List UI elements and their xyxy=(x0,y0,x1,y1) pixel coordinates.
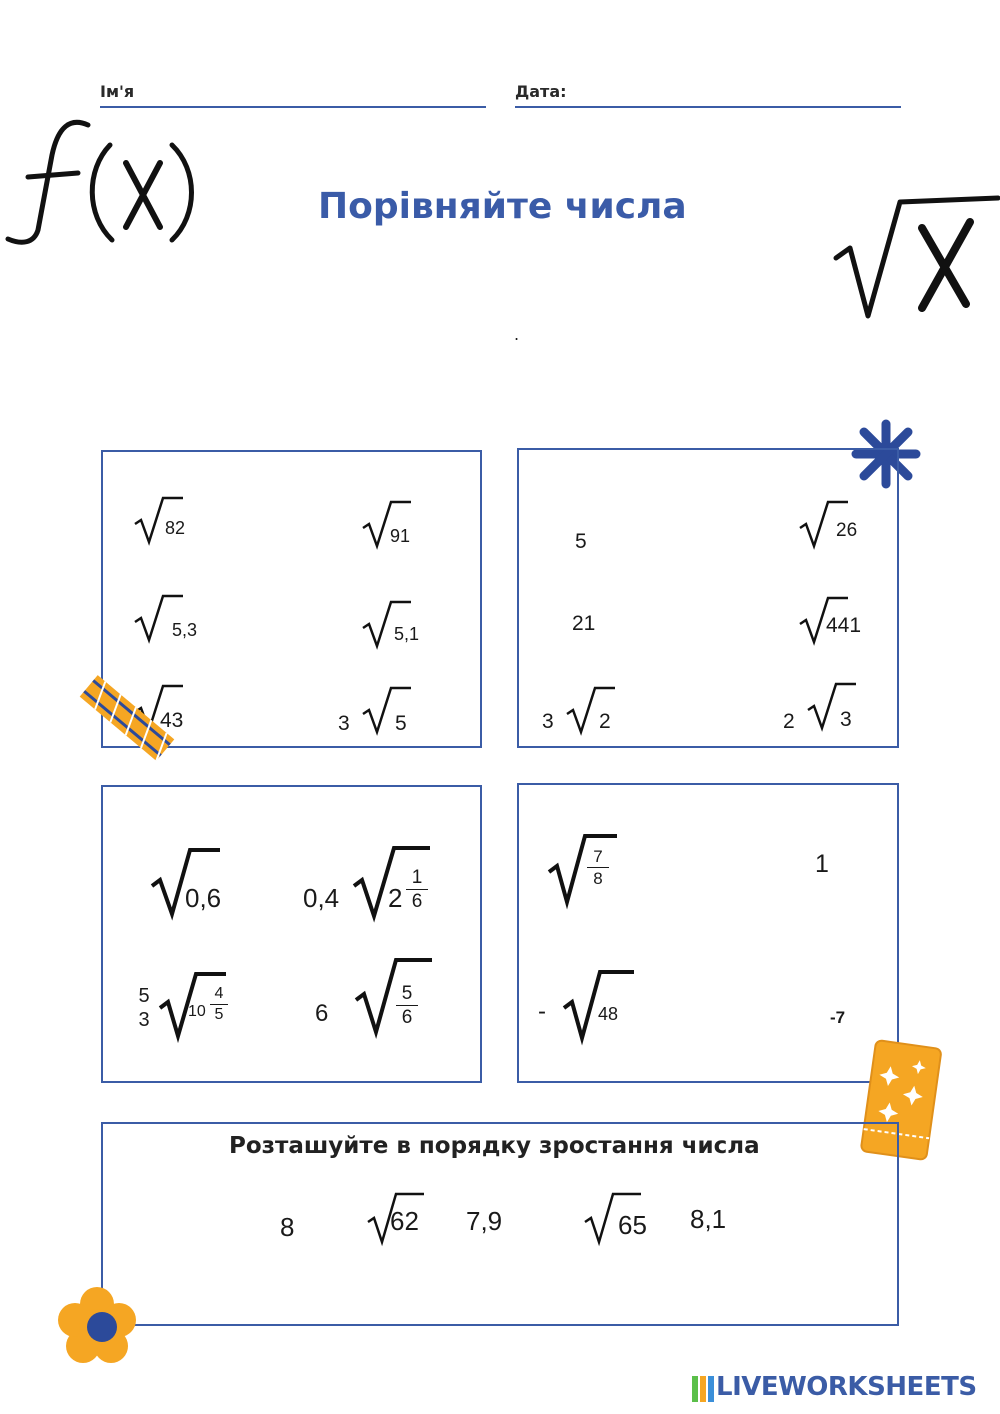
order-n4[interactable]: 65 xyxy=(618,1210,647,1240)
fraction-numerator: 7 xyxy=(593,847,603,866)
box3-r2-right-coef[interactable]: 6 xyxy=(315,1000,329,1027)
order-n3[interactable]: 7,9 xyxy=(466,1206,503,1236)
fraction-numerator: 5 xyxy=(138,985,150,1007)
fraction-denominator: 8 xyxy=(587,867,609,887)
date-label: Дата: xyxy=(515,82,567,101)
box3-r1-left[interactable]: 0,6 xyxy=(185,883,222,913)
sqrt-x-icon xyxy=(830,188,1000,328)
radical-sign xyxy=(354,956,434,1036)
box2-r3-left[interactable]: 2 xyxy=(599,710,611,733)
box3-r1-right-coef[interactable]: 0,4 xyxy=(303,883,340,913)
box2-r1-right[interactable]: 26 xyxy=(836,520,858,541)
box4-r2-left-sign[interactable]: - xyxy=(538,998,546,1025)
order-task-title: Розташуйте в порядку зростання числа xyxy=(229,1133,760,1159)
order-n2[interactable]: 62 xyxy=(390,1206,419,1236)
name-line[interactable] xyxy=(100,106,486,108)
box2-r2-left[interactable]: 21 xyxy=(572,612,596,635)
box4-r1-left-fraction xyxy=(587,848,609,887)
box1-r3-right[interactable]: 5 xyxy=(395,712,407,735)
fraction-numerator: 4 xyxy=(214,985,224,1002)
fraction-numerator: 5 xyxy=(401,983,413,1004)
box3-r2-left-fraction xyxy=(134,986,154,1030)
box1-r1-right[interactable]: 91 xyxy=(390,526,411,546)
box2-r2-right[interactable]: 441 xyxy=(826,614,862,637)
box1-r2-left[interactable]: 5,3 xyxy=(172,620,198,640)
box4-r2-right[interactable]: -7 xyxy=(830,1008,846,1027)
date-line[interactable] xyxy=(515,106,901,108)
box3-r2-left-whole[interactable]: 10 xyxy=(188,1003,206,1020)
tape-decoration-icon xyxy=(72,668,182,768)
name-label: Ім'я xyxy=(100,82,135,101)
box3-r2-right-fraction xyxy=(396,984,418,1027)
order-n5[interactable]: 8,1 xyxy=(690,1204,727,1234)
box2-r3-right-coef[interactable]: 2 xyxy=(783,710,795,733)
box2-r1-left[interactable]: 5 xyxy=(575,530,587,553)
fraction-denominator: 3 xyxy=(138,1009,150,1031)
box2-r3-left-coef[interactable]: 3 xyxy=(542,710,554,733)
brand-name[interactable]: LIVEWORKSHEETS xyxy=(716,1372,977,1402)
box1-r1-left[interactable]: 82 xyxy=(165,518,186,538)
box1-r2-right[interactable]: 5,1 xyxy=(394,624,420,644)
flower-decoration-icon xyxy=(56,1286,138,1368)
fraction-numerator: 1 xyxy=(411,867,423,888)
box3-r2-left-mixed-fraction xyxy=(210,986,228,1023)
box1-r3-right-coef[interactable]: 3 xyxy=(338,712,350,735)
box1-r3-left[interactable]: 43 xyxy=(160,709,184,732)
dot-mark: . xyxy=(514,325,520,344)
box4-r1-right[interactable]: 1 xyxy=(815,850,829,878)
fraction-denominator: 6 xyxy=(396,1005,418,1027)
fraction-denominator: 5 xyxy=(210,1004,228,1023)
box3-r1-right-whole[interactable]: 2 xyxy=(388,883,403,913)
order-n1[interactable]: 8 xyxy=(280,1212,295,1242)
page-title: Порівняйте числа xyxy=(318,186,687,227)
box4-r2-left[interactable]: 48 xyxy=(598,1004,619,1024)
fx-icon xyxy=(0,115,210,255)
liveworksheets-logo-icon xyxy=(692,1376,714,1402)
box2-r3-right[interactable]: 3 xyxy=(840,708,852,731)
fraction-denominator: 6 xyxy=(406,889,428,911)
box3-r1-right-fraction xyxy=(406,868,428,911)
